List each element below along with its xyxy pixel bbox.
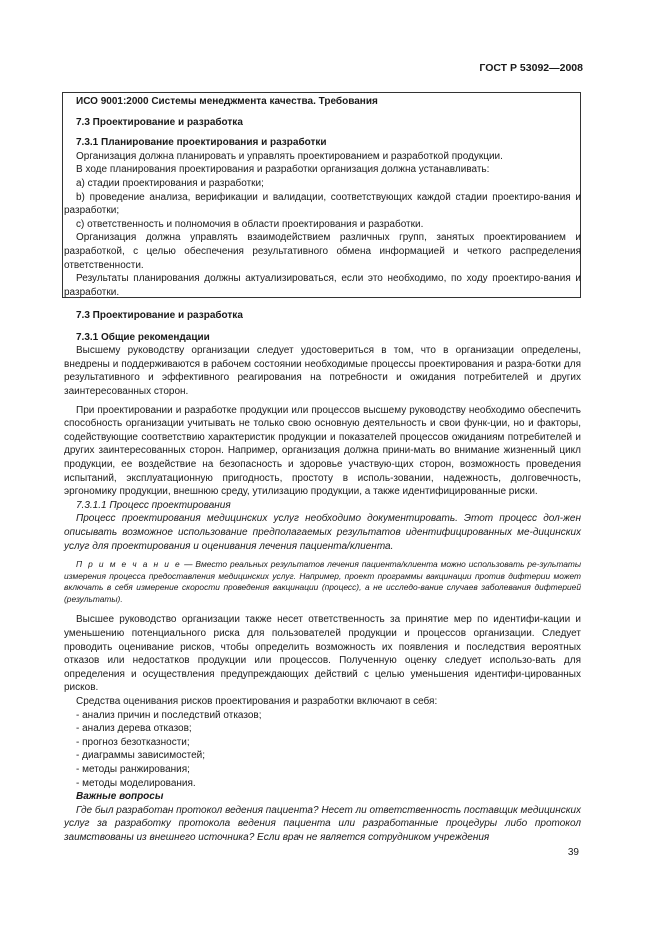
list-item: - анализ причин и последствий отказов;	[76, 709, 262, 721]
paragraph: Высшее руководство организации также несет ответственность за принятие мер по идентифи-кации и уменьшению потенциального риска для пользователей продукции и процессов организации. Следует проводить оценивание рисков, чтобы определить возможность их появления и последствия вероятных отказов или недостатков продукции или процессов. Полученную оценку следует использо-вать для определения и осуществления предупреждающих действий с целью уменьшения идентифи-цированных рисков.	[64, 614, 581, 694]
page-number: 39	[567, 847, 579, 858]
iso-box-line: b) проведение анализа, верификации и валидации, соответствующих каждой стадии проектиро-вания и разработки;	[64, 191, 581, 217]
important-heading: Важные вопросы	[76, 791, 164, 803]
iso-box-line: Организация должна планировать и управлять проектированием и разработкой продукции.	[76, 150, 503, 162]
iso-box-line: Организация должна управлять взаимодействием различных групп, занятых проектированием и разработкой, с целью обеспечения результативного обмена информацией и четкого распределения ответственности.	[64, 232, 581, 271]
main-content	[64, 309, 581, 845]
list-item: - анализ дерева отказов;	[76, 723, 192, 735]
iso-box-line: Результаты планирования должны актуализироваться, если это необходимо, по ходу проектиро-вания и разработки.	[64, 273, 581, 298]
iso-box-title: ИСО 9001:2000 Системы менеджмента качества. Требования	[76, 96, 378, 107]
iso-box-line: В ходе планирования проектирования и разработки организация должна устанавливать:	[76, 164, 490, 176]
italic-paragraph: Процесс проектирования медицинских услуг необходимо документировать. Этот процесс дол-жен описывать возможное использование предполагаемых результатов идентифицированных ме-дицинских услуг для проектирования и оценивания лечения пациента/клиента.	[64, 513, 581, 552]
note	[64, 559, 581, 605]
important-text: Где был разработан протокол ведения пациента? Несет ли ответственность поставщик медицинских услуг за разработку протокола ведения пациента или разработанные процедуры либо протокол заимствованы из внешнего источника? Если врач не является сотрудником учреждения	[64, 804, 582, 843]
iso-box-subsection: 7.3.1 Планирование проектирования и разработки	[76, 137, 327, 149]
paragraph: При проектировании и разработке продукции или процессов высшему руководству необходимо обеспечить способность организации учитывать не только свою основную деятельность и свои функ-ции, но и факторы, содействующие соответствию характеристик продукции и показателей процессов ожиданиям потребителей и других заинтересованных сторон. Например, организация должна прини-мать во внимание жизненный цикл продукции, ее воздействие на безопасность и здоровье участвую-щих сторон, возможность проведения испытаний, эксплуатационную пригодность, простоту в исполь-зовании, надежность, долговечность, эргономику продукции, внешнюю среду, утилизацию продукции, а также идентифицированные риски.	[64, 404, 581, 498]
note-label: П р и м е ч а н и е	[76, 559, 182, 570]
subsection-heading: 7.3.1 Общие рекомендации	[76, 331, 210, 343]
iso-box-section: 7.3 Проектирование и разработка	[76, 116, 243, 128]
standard-code: ГОСТ Р 53092—2008	[479, 62, 583, 74]
iso-box-line: с) ответственность и полномочия в области проектирования и разработки.	[76, 218, 424, 230]
note-text: — Вместо реальных результатов лечения пациента/клиента можно использовать ре-зультаты измерения процесса предоставления медицинских услуг. Например, проект программы вакцинации против дифтерии может включать в себя измерение скорости проведения вакцинации (процесс), а не исследо-вание случаев заболевания дифтерией (результаты).	[64, 559, 581, 604]
iso-box-line: а) стадии проектирования и разработки;	[76, 177, 264, 189]
list-item: - прогноз безотказности;	[76, 736, 190, 748]
paragraph: Высшему руководству организации следует удостовериться в том, что в организации определены, внедрены и поддерживаются в рабочем состоянии необходимые процессы проектирования и разра-ботки для результативного и эффективного реагирования на потребности и ожидания потребителей и других заинтересованных сторон.	[64, 345, 581, 397]
list-item: - методы моделирования.	[76, 777, 196, 789]
section-heading: 7.3 Проектирование и разработка	[76, 310, 243, 321]
paragraph: Средства оценивания рисков проектирования и разработки включают в себя:	[76, 696, 438, 708]
sub-heading-process: 7.3.1.1 Процесс проектирования	[76, 499, 231, 511]
list-item: - диаграммы зависимостей;	[76, 750, 206, 762]
iso-box-content	[64, 95, 581, 299]
list-item: - методы ранжирования;	[76, 764, 190, 775]
